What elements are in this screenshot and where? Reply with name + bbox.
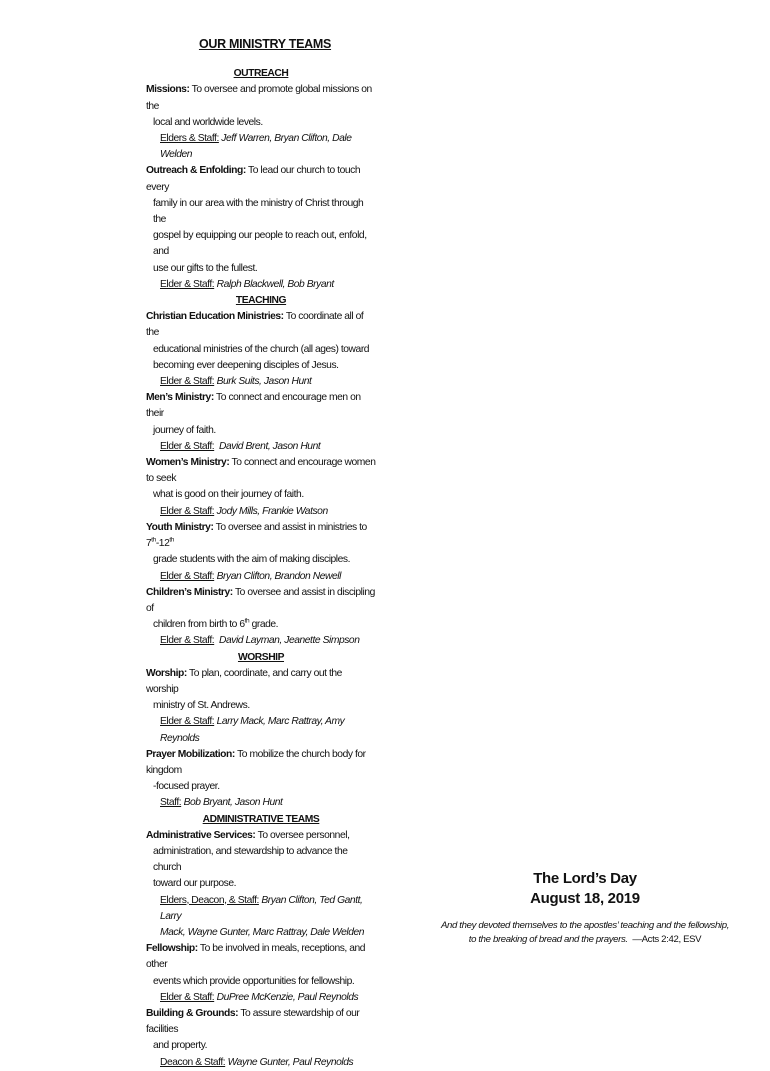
verse-reference: —Acts 2:42, ESV <box>627 934 702 945</box>
ministry-mens <box>146 390 376 455</box>
staff-label: Elder & Staff: <box>160 716 215 728</box>
superscript: th <box>244 617 250 625</box>
ministry-desc: family in our area with the ministry of Christ through the <box>153 197 364 226</box>
staff-line <box>146 1055 376 1071</box>
ministry-desc: To connect and encourage women to seek <box>146 457 376 485</box>
scripture-verse <box>440 919 730 947</box>
ministry-desc: To assure stewardship of our facilities <box>146 1007 360 1036</box>
staff-names: Bryan Clifton, Brandon Newell <box>214 570 341 582</box>
staff-line <box>146 374 376 390</box>
staff-line <box>146 439 376 455</box>
ministry-building-grounds <box>146 1006 376 1071</box>
ministry-womens <box>146 455 376 520</box>
ministry-desc: what is good on their journey of faith. <box>153 489 304 501</box>
section-heading-worship: WORSHIP <box>237 651 285 663</box>
ministry-desc: To oversee and promote global missions on the <box>146 84 372 112</box>
staff-label: Deacon & Staff: <box>160 1056 226 1068</box>
staff-names: David Layman, Jeanette Simpson <box>214 635 360 647</box>
staff-label: Elder & Staff: <box>160 278 215 290</box>
staff-label: Elder & Staff: <box>160 991 215 1003</box>
staff-line <box>146 131 376 163</box>
staff-label: Elder & Staff: <box>160 505 215 517</box>
ministry-desc: grade. <box>249 619 279 631</box>
ministry-childrens <box>146 585 376 650</box>
staff-names: Larry Mack, Marc Rattray, Amy Reynolds <box>160 716 345 744</box>
ministry-desc: educational ministries of the church (all ages) toward <box>153 343 370 355</box>
ministry-name: Children’s Ministry: <box>146 586 233 598</box>
ministry-desc: To mobilize the church body for kingdom <box>146 748 366 776</box>
ministry-name: Prayer Mobilization: <box>146 748 235 760</box>
staff-names: DuPree McKenzie, Paul Reynolds <box>214 991 359 1003</box>
ministry-desc: use our gifts to the fullest. <box>153 262 258 274</box>
ministry-name: Building & Grounds: <box>146 1007 239 1019</box>
ministry-prayer-mobilization <box>146 747 376 812</box>
ministry-name: Worship: <box>146 667 187 679</box>
ministry-worship <box>146 666 376 747</box>
ministry-desc: grade students with the aim of making disciples. <box>153 554 351 566</box>
ministry-desc: -focused prayer. <box>153 781 220 793</box>
ministry-teams-column <box>146 36 376 1071</box>
staff-names: Mack, Wayne Gunter, Marc Rattray, Dale Welden <box>160 926 365 938</box>
ministry-desc: ministry of St. Andrews. <box>153 700 250 712</box>
staff-line <box>146 277 376 293</box>
staff-line <box>146 633 376 649</box>
ministry-outreach-enfolding <box>146 163 376 293</box>
ministry-name: Outreach & Enfolding: <box>146 165 246 177</box>
staff-label: Elder & Staff: <box>160 570 215 582</box>
staff-names: Bryan Clifton, Ted Gantt, Larry <box>160 894 363 922</box>
ministry-name: Women’s Ministry: <box>146 457 230 469</box>
staff-names: Jeff Warren, Bryan Clifton, Dale Welden <box>160 133 352 161</box>
ministry-desc: To be involved in meals, receptions, and other <box>146 943 366 971</box>
ministry-name: Youth Ministry: <box>146 521 214 533</box>
staff-line <box>146 569 376 585</box>
staff-label: Elder & Staff: <box>160 440 215 452</box>
ministry-desc: local and worldwide levels. <box>153 116 263 128</box>
ministry-desc: To oversee personnel, <box>255 829 350 841</box>
page-title: OUR MINISTRY TEAMS <box>198 37 332 51</box>
cover-date: August 18, 2019 <box>530 890 640 907</box>
section-heading-teaching: TEACHING <box>235 295 287 307</box>
staff-names: Ralph Blackwell, Bob Bryant <box>214 278 334 290</box>
ministry-desc: gospel by equipping our people to reach out, enfold, and <box>153 230 367 258</box>
section-heading-outreach: OUTREACH <box>233 68 289 80</box>
ministry-desc: administration, and stewardship to advance the church <box>153 845 348 874</box>
ministry-administrative-services <box>146 828 376 941</box>
staff-line <box>146 504 376 520</box>
verse-line: to the breaking of bread and the prayers. <box>468 934 628 945</box>
ministry-name: Men’s Ministry: <box>146 392 214 404</box>
ministry-desc: events which provide opportunities for fellowship. <box>153 975 355 987</box>
ministry-desc: -12 <box>155 538 170 550</box>
ministry-missions <box>146 82 376 163</box>
ministry-desc: children from birth to 6 <box>153 619 245 631</box>
staff-names: Bob Bryant, Jason Hunt <box>181 797 283 809</box>
staff-line <box>146 893 376 942</box>
verse-line: And they devoted themselves to the apostles’ teaching and the fellowship, <box>440 920 730 931</box>
staff-names: David Brent, Jason Hunt <box>214 440 321 452</box>
ministry-christian-education <box>146 309 376 390</box>
superscript: th <box>151 536 156 544</box>
ministry-desc: To oversee and assist in discipling of <box>146 586 375 614</box>
ministry-name: Missions: <box>146 84 190 96</box>
staff-line <box>146 990 376 1006</box>
ministry-desc: To oversee and assist in ministries to 7 <box>146 521 367 550</box>
staff-label: Staff: <box>160 797 182 809</box>
ministry-name: Christian Education Ministries: <box>146 311 284 323</box>
cover-block <box>440 869 730 947</box>
ministry-desc: toward our purpose. <box>153 878 237 890</box>
ministry-desc: becoming ever deepening disciples of Jesus. <box>153 359 339 371</box>
staff-label: Elders & Staff: <box>160 133 219 145</box>
ministry-desc: To plan, coordinate, and carry out the worship <box>146 667 342 695</box>
staff-names: Jody Mills, Frankie Watson <box>214 505 328 517</box>
staff-line <box>146 795 376 811</box>
ministry-desc: To lead our church to touch every <box>146 165 361 193</box>
superscript: th <box>169 536 174 544</box>
ministry-name: Fellowship: <box>146 943 198 955</box>
staff-label: Elder & Staff: <box>160 635 215 647</box>
ministry-desc: To connect and encourage men on their <box>146 392 361 420</box>
staff-line <box>146 714 376 746</box>
staff-label: Elders, Deacon, & Staff: <box>160 894 259 906</box>
ministry-name: Administrative Services: <box>146 829 256 841</box>
staff-names: Burk Suits, Jason Hunt <box>214 376 312 388</box>
staff-label: Elder & Staff: <box>160 376 215 388</box>
ministry-desc: journey of faith. <box>153 424 216 436</box>
ministry-fellowship <box>146 941 376 1006</box>
ministry-desc: To coordinate all of the <box>146 311 364 339</box>
ministry-youth <box>146 520 376 585</box>
section-heading-administrative: ADMINISTRATIVE TEAMS <box>202 813 320 825</box>
ministry-desc: and property. <box>153 1040 208 1052</box>
staff-names: Wayne Gunter, Paul Reynolds <box>225 1056 354 1068</box>
cover-title: The Lord’s Day <box>533 870 637 887</box>
